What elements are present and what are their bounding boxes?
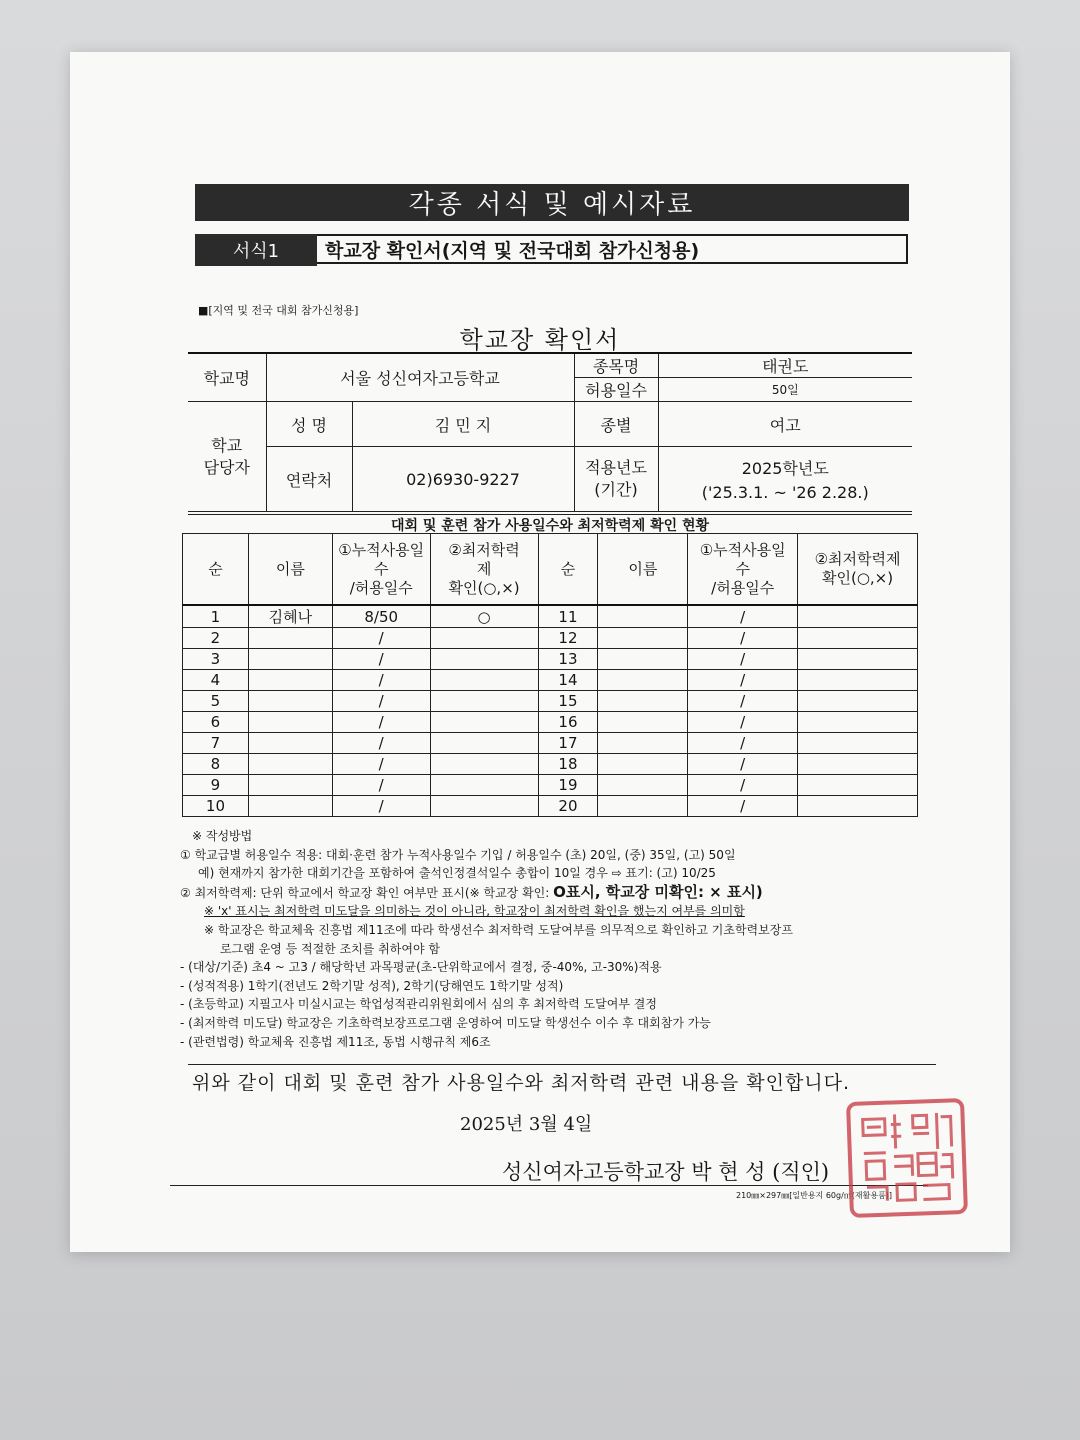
note-x-meaning-text: ※ 'x' 표시는 최저학력 미도달을 의미하는 것이 아니라, 학교장이 최저학력 확인을 했는지 여부를 의미함 [204,904,745,919]
school-name-label: 학교명 [188,353,266,402]
table-row [183,733,918,754]
cell-days-left: 8/50 [332,605,430,628]
cell-check-right [798,712,918,733]
principal-signature-line: 성신여자고등학교장 박 현 성 (직인) [502,1160,830,1184]
cell-seq-right: 12 [538,628,598,649]
participation-rows [183,605,918,817]
cell-name-left [248,712,332,733]
detail-grade-period: - (성적적용) 1학기(전년도 2학기말 성적), 2학기(당해연도 1학기말 성적) [180,978,564,993]
issue-date: 2025년 3월 4일 [460,1114,593,1135]
cell-check-right [798,670,918,691]
cell-check-right [798,649,918,670]
cell-days-right: / [688,775,798,796]
note-mark-legend: O표시, 학교장 미확인: × 표시) [553,882,763,901]
cell-days-left: / [332,628,430,649]
cell-seq-left: 3 [183,649,249,670]
category-value: 여고 [658,402,912,447]
table-row [183,670,918,691]
year-label: 적용년도 (기간) [574,447,658,512]
header-seq-2: 순 [538,534,598,606]
cell-check-right [798,733,918,754]
period-value: ('25.3.1. ~ '26 2.28.) [701,483,869,502]
contact-value: 02)6930-9227 [352,447,574,512]
note-principal-duty-cont: 로그램 운영 등 적절한 조치를 취하여야 함 [220,941,440,956]
cell-seq-right: 16 [538,712,598,733]
cell-name-left [248,775,332,796]
header-days-1: ①누적사용일 수 /허용일수 [332,534,430,606]
cell-name-right [598,691,688,712]
cell-name-right [598,628,688,649]
notes-heading: ※ 작성방법 [192,829,253,843]
cell-days-right: / [688,670,798,691]
note-example: 예) 현재까지 참가한 대회기간을 포함하여 출석인정결석일수 총합이 10일 경우 ⇨ 표기: (고) 10/25 [198,866,716,881]
cell-check-left: ○ [430,605,538,628]
cell-seq-left: 9 [183,775,249,796]
cell-days-right: / [688,754,798,775]
detail-related-law: - (관련법령) 학교체육 진흥법 제11조, 동법 시행규칙 제6조 [180,1034,491,1049]
table-row [183,775,918,796]
detail-elementary: - (초등학교) 지필고사 미실시교는 학업성적관리위원회에서 심의 후 최저학력 도달여부 결정 [180,997,657,1012]
cell-check-left [430,649,538,670]
cell-seq-left: 1 [183,605,249,628]
cell-check-right [798,796,918,817]
note-principal-duty: ※ 학교장은 학교체육 진흥법 제11조에 따라 학생선수 최저학력 도달여부를 의무적으로 확인하고 기초학력보장프 [204,922,793,937]
school-name-value: 서울 성신여자고등학교 [266,353,574,402]
header-min-academic-2: ②최저학력제 확인(○,×) [798,534,918,606]
event-label: 종목명 [574,353,658,378]
cell-check-right [798,691,918,712]
cell-seq-right: 17 [538,733,598,754]
cell-check-left [430,754,538,775]
cell-name-right [598,754,688,775]
table-row [183,649,918,670]
cell-days-right: / [688,605,798,628]
cell-seq-left: 10 [183,796,249,817]
manager-label: 학교 담당자 [188,402,266,512]
school-info-table [188,352,912,512]
cell-name-right [598,796,688,817]
allowed-days-value: 50일 [658,378,912,402]
table-row [183,691,918,712]
cell-check-left [430,691,538,712]
cell-name-right [598,733,688,754]
cell-days-right: / [688,796,798,817]
category-label: 종별 [574,402,658,447]
cell-name-right [598,605,688,628]
cell-name-left: 김혜나 [248,605,332,628]
year-cell [658,447,912,512]
cell-days-right: / [688,628,798,649]
allowed-days-label: 허용일수 [574,378,658,402]
cell-name-right [598,712,688,733]
usage-tag: ■[지역 및 전국 대회 참가신청용] [198,304,359,317]
header-name-1: 이름 [248,534,332,606]
cell-seq-right: 15 [538,691,598,712]
form-number-label: 서식1 [195,234,317,266]
cell-days-left: / [332,775,430,796]
cell-days-left: / [332,712,430,733]
cell-seq-right: 19 [538,775,598,796]
paper-size-note: 210㎜×297㎜[일반용지 60g/㎡(재활용품)] [736,1191,893,1200]
cell-name-left [248,796,332,817]
status-table-title: 대회 및 훈련 참가 사용일수와 최저학력제 확인 현황 [188,514,912,535]
table-row [183,712,918,733]
cell-name-left [248,691,332,712]
cell-check-right [798,628,918,649]
detail-target: - (대상/기준) 초4 ~ 고3 / 해당학년 과목평균(초-단위학교에서 결정, 중-40%, 고-30%)적용 [180,960,662,975]
cell-name-left [248,649,332,670]
header-name-2: 이름 [598,534,688,606]
cell-name-right [598,775,688,796]
cell-seq-right: 18 [538,754,598,775]
cell-check-left [430,775,538,796]
table-row [183,796,918,817]
person-name-label: 성 명 [266,402,352,447]
cell-days-right: / [688,649,798,670]
detail-below-minimum: - (최저학력 미도달) 학교장은 기초학력보장프로그램 운영하여 미도달 학생선수 이수 후 대회참가 가능 [180,1015,711,1030]
note-x-meaning [180,902,940,921]
cell-days-right: / [688,712,798,733]
cell-seq-left: 7 [183,733,249,754]
cell-name-left [248,754,332,775]
document-page [70,52,1010,1252]
document-title: 학교장 확인서 [459,326,621,354]
table-row [183,605,918,628]
cell-name-left [248,670,332,691]
school-year-value: 2025학년도 [741,459,829,478]
section-banner: 각종 서식 및 예시자료 [195,184,909,221]
cell-check-right [798,754,918,775]
header-days-2: ①누적사용일 수 /허용일수 [688,534,798,606]
event-value: 태권도 [658,353,912,378]
cell-check-left [430,733,538,754]
cell-name-right [598,670,688,691]
cell-seq-right: 14 [538,670,598,691]
cell-check-right [798,775,918,796]
cell-days-left: / [332,754,430,775]
cell-check-left [430,670,538,691]
cell-seq-right: 13 [538,649,598,670]
confirm-divider [188,1064,936,1065]
cell-seq-left: 2 [183,628,249,649]
signature-divider [170,1185,928,1186]
person-name-value: 김 민 지 [352,402,574,447]
form-title: 학교장 확인서(지역 및 전국대회 참가신청용) [317,234,908,264]
cell-days-left: / [332,691,430,712]
cell-name-left [248,733,332,754]
table-row [183,754,918,775]
cell-days-left: / [332,733,430,754]
header-min-academic-1: ②최저학력 제 확인(○,×) [430,534,538,606]
confirmation-statement: 위와 같이 대회 및 훈련 참가 사용일수와 최저학력 관련 내용을 확인합니다. [192,1072,851,1094]
cell-seq-right: 20 [538,796,598,817]
cell-days-left: / [332,670,430,691]
cell-days-left: / [332,796,430,817]
cell-check-left [430,712,538,733]
cell-seq-left: 5 [183,691,249,712]
cell-days-right: / [688,691,798,712]
table-row [183,628,918,649]
cell-name-left [248,628,332,649]
note-allowed-days: ① 학교급별 허용일수 적용: 대회·훈련 참가 누적사용일수 기입 / 허용일수 (초) 20일, (중) 35일, (고) 50일 [180,847,736,862]
seal-pattern [850,1102,964,1214]
cell-check-right [798,605,918,628]
cell-days-left: / [332,649,430,670]
cell-days-right: / [688,733,798,754]
cell-seq-left: 4 [183,670,249,691]
official-seal-stamp [846,1098,968,1218]
note-min-academic-text: ② 최저학력제: 단위 학교에서 학교장 확인 여부만 표시(※ 학교장 확인: [180,885,554,900]
cell-seq-left: 8 [183,754,249,775]
writing-instructions [180,827,940,1051]
contact-label: 연락처 [266,447,352,512]
cell-seq-right: 11 [538,605,598,628]
cell-check-left [430,796,538,817]
participation-table [182,533,918,817]
cell-name-right [598,649,688,670]
note-min-academic [180,883,940,903]
cell-seq-left: 6 [183,712,249,733]
header-seq-1: 순 [183,534,249,606]
cell-check-left [430,628,538,649]
